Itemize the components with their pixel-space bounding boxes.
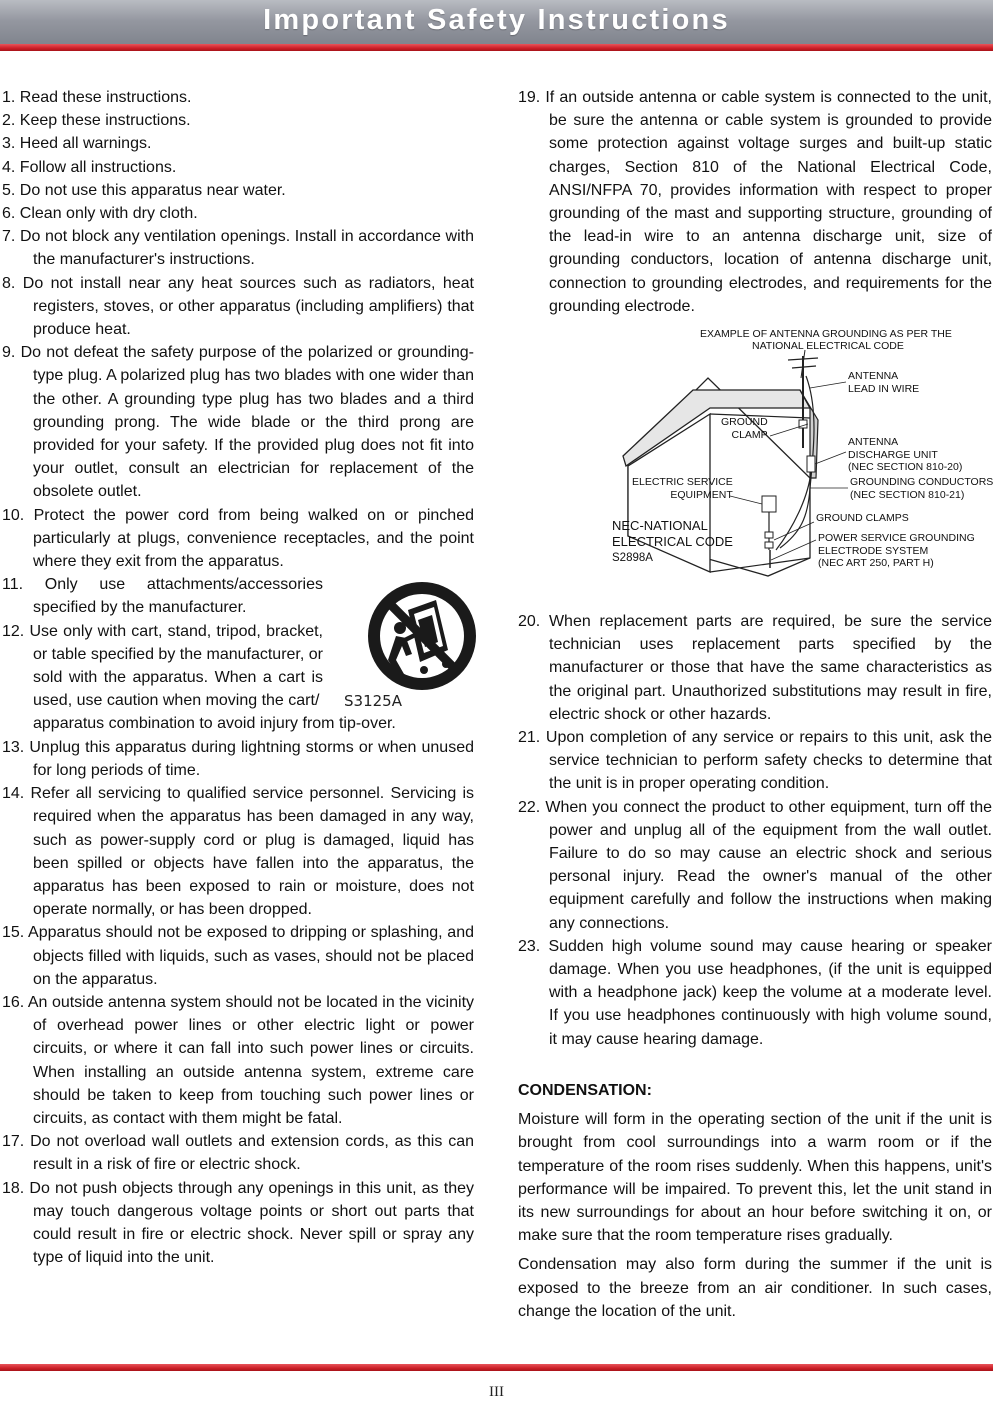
diagram-title-line2: NATIONAL ELECTRICAL CODE xyxy=(752,340,904,353)
antenna-grounding-diagram xyxy=(518,328,992,596)
instruction-item: 5. Do not use this apparatus near water. xyxy=(2,181,286,199)
instruction-item: 15. Apparatus should not be exposed to dripping or splashing, and objects filled with liquids, such as vases, should not be placed on the apparatus. xyxy=(2,924,474,988)
label-electrode-system: POWER SERVICE GROUNDING ELECTRODE SYSTEM (NEC ART 250, PART H) xyxy=(818,532,975,570)
label-nec: NEC-NATIONAL ELECTRICAL CODE S2898A xyxy=(612,518,733,565)
diagram-title: EXAMPLE OF ANTENNA GROUNDING AS PER THE xyxy=(700,328,952,341)
page-header xyxy=(0,0,993,46)
label-antenna-lead: ANTENNA LEAD IN WIRE xyxy=(848,370,920,395)
instruction-item: 22. When you connect the product to other equipment, turn off the power and unplug all of the equipment from the wall outlet. Failure to do so may cause an electric shock and serious personal injury. Read the owner's manual of the other equipment carefully and follow the instructions when making any connections. xyxy=(518,798,993,932)
instruction-item: 11. Only use attachments/accessories specified by the manufacturer. xyxy=(2,576,323,617)
instruction-item: 18. Do not push objects through any openings in this unit, as they may touch dangerous voltage points or short out parts that could result in fire or electric shock. Never spill or spray any type of liquid into the unit. xyxy=(2,1179,474,1267)
instruction-item: 13. Unplug this apparatus during lightning storms or when unused for long periods of time. xyxy=(2,738,474,779)
instruction-item: 7. Do not block any ventilation openings. Install in accordance with the manufacturer's instructions. xyxy=(2,228,474,269)
cart-warning-symbol xyxy=(344,580,480,712)
instruction-item: 2. Keep these instructions. xyxy=(2,112,191,130)
instruction-item: 23. Sudden high volume sound may cause hearing or speaker damage. When you use headphones, (if the unit is equipped with a headphone jack) keep the volume at a moderate level. If you use headphones continuously with high volume sound, it may cause hearing damage. xyxy=(518,937,993,1048)
condensation-paragraph: Condensation may also form during the summer if the unit is exposed to the breeze from an air conditioner. In such cases, change the location of the unit. xyxy=(518,1256,992,1320)
page-number: III xyxy=(489,1384,504,1400)
instruction-item: 10. Protect the power cord from being walked on or pinched particularly at plugs, convenience receptacles, and the point where they exit from the apparatus. xyxy=(2,506,474,571)
instruction-item: 12. Use only with cart, stand, tripod, bracket, or table specified by the manufacturer, or sold with the apparatus. When a cart is used, use caution when moving the cart/ xyxy=(2,622,323,710)
right-column xyxy=(518,86,992,1329)
label-ground-clamps: GROUND CLAMPS xyxy=(816,512,909,525)
instruction-item: 16. An outside antenna system should not be located in the vicinity of overhead power lines or other electric light or power circuits, or where it can fall into such power lines or circuits. When installing an outside antenna system, extreme care should be taken to keep from touching such power lines or circuits, as contact with them might be fatal. xyxy=(2,993,475,1127)
header-red-bar xyxy=(0,44,993,51)
instruction-item: 14. Refer all servicing to qualified service personnel. Servicing is required when the apparatus has been damaged in any way, such as power-supply cord or plug is damaged, liquid has been spilled or objects have fallen into the apparatus, the apparatus has been exposed to rain or moisture, does not operate normally, or has been dropped. xyxy=(2,785,474,919)
instruction-item-continuation: apparatus combination to avoid injury from tip-over. xyxy=(33,715,396,733)
instruction-item: 9. Do not defeat the safety purpose of the polarized or grounding-type plug. A polarized plug has two blades with one wider than the other. A grounding type plug has two blades and a third grounding prong. The wide blade or the third prong are provided for your safety. If the provided plug does not fit into your outlet, consult an electrician for replacement of the obsolete outlet. xyxy=(2,344,475,501)
instruction-item: 20. When replacement parts are required, be sure the service technician uses replacement parts specified by the manufacturer or those that have the same characteristics as the original part. Unauthorized substitutions may result in fire, electric shock or other hazards. xyxy=(518,613,993,723)
instruction-item: 8. Do not install near any heat sources such as radiators, heat registers, stoves, or other apparatus (including amplifiers) that produce heat. xyxy=(2,274,474,339)
label-grounding-conductors: GROUNDING CONDUCTORS (NEC SECTION 810-21) xyxy=(850,476,993,501)
cart-tipover-icon xyxy=(366,580,478,692)
footer-red-bar xyxy=(0,1364,993,1371)
label-discharge-unit: ANTENNA DISCHARGE UNIT (NEC SECTION 810-20) xyxy=(848,436,963,474)
cart-symbol-label: S3125A xyxy=(344,692,402,710)
instruction-item: 3. Heed all warnings. xyxy=(2,135,152,153)
label-electric-service: ELECTRIC SERVICE EQUIPMENT xyxy=(632,476,733,501)
page-title: Important Safety Instructions xyxy=(263,4,730,36)
condensation-heading: CONDENSATION: xyxy=(518,1081,652,1099)
label-ground-clamp: GROUND CLAMP xyxy=(721,416,768,441)
instruction-item: 4. Follow all instructions. xyxy=(2,158,177,176)
instruction-item: 1. Read these instructions. xyxy=(2,89,192,106)
instruction-item: 21. Upon completion of any service or repairs to this unit, ask the service technician to perform safety checks to determine that the unit is in proper operating condition. xyxy=(518,729,992,793)
instruction-item: 6. Clean only with dry cloth. xyxy=(2,205,198,223)
condensation-paragraph: Moisture will form in the operating section of the unit if the unit is brought from cool surroundings into a warm room or if the temperature of the room rises suddenly. When this happens, unit's performance will be impaired. To prevent this, let the unit stand in its new surroundings for about an hour before switching it on, or make sure that the room temperature rises gradually. xyxy=(518,1111,992,1245)
instruction-item: 19. If an outside antenna or cable system is connected to the unit, be sure the antenna or cable system is grounded to provide some protection against voltage surges and built-up static charges, Section 810 of the National Electrical Code, ANSI/NFPA 70, provides information with respect to proper grounding of the mast and supporting structure, grounding of the lead-in wire to an antenna discharge unit, size of grounding conductors, location of antenna discharge unit, connection to grounding electrodes, and requirements for the grounding electrode. xyxy=(518,89,992,315)
instruction-item: 17. Do not overload wall outlets and extension cords, as this can result in a risk of fire or electric shock. xyxy=(2,1133,474,1174)
